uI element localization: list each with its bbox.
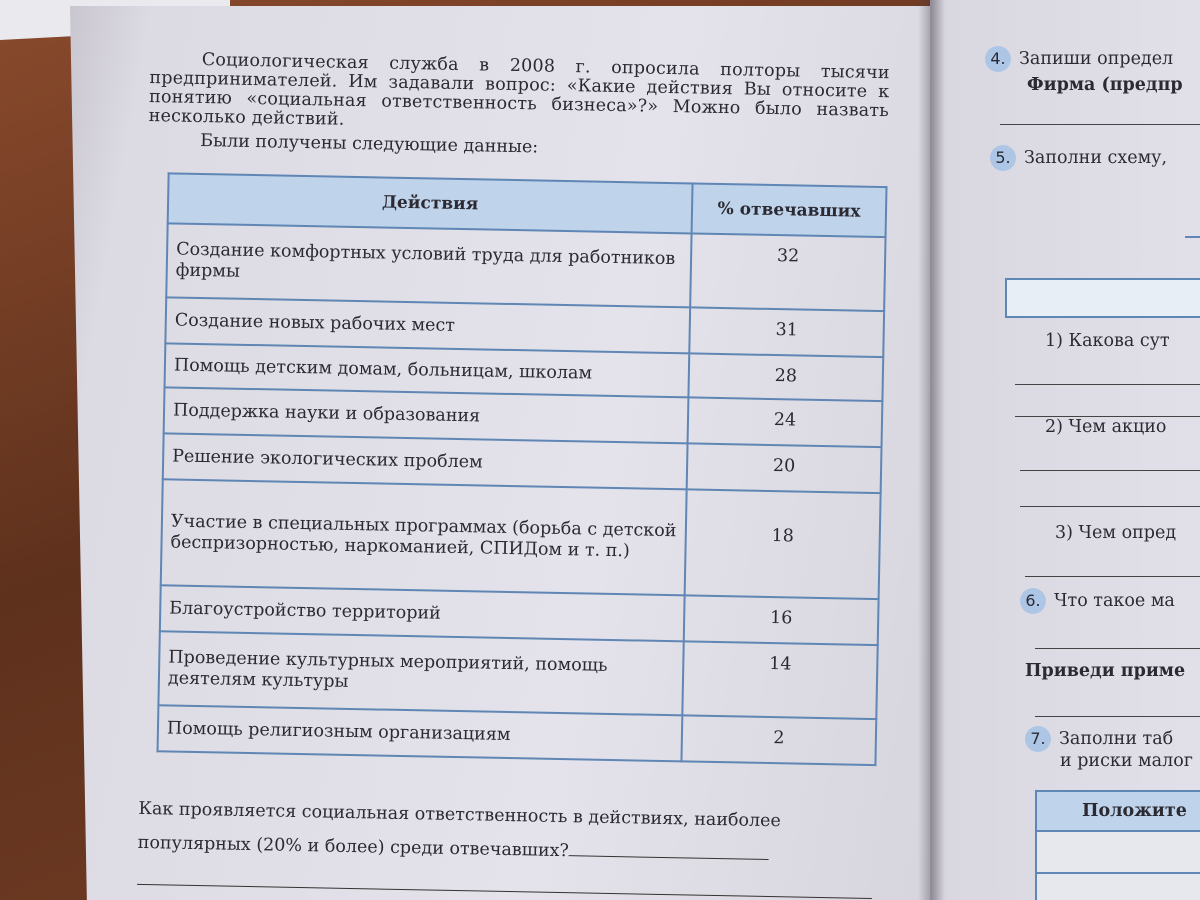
percent-cell: 28: [688, 353, 883, 401]
answer-line[interactable]: [1000, 110, 1200, 125]
answer-line[interactable]: [1035, 702, 1200, 717]
action-cell: Помощь детским домам, больницам, школам: [165, 343, 690, 397]
action-cell: Проведение культурных мероприятий, помощь деятелям культуры: [158, 631, 683, 715]
percent-cell: 18: [685, 489, 881, 599]
task-7-table: [1035, 790, 1200, 900]
intro-paragraph: [149, 50, 890, 140]
question-text: Как проявляется социальная ответственность в действиях, наиболее популярных (20% и более) среди отвечавших?: [137, 798, 782, 862]
answer-line[interactable]: [1015, 402, 1200, 417]
question-2: 2) Чем акцио: [1045, 417, 1167, 437]
task-4-sub: Фирма (предпр: [1027, 75, 1183, 95]
task-7-table-row[interactable]: [1037, 832, 1200, 874]
header-actions: Действия: [168, 173, 693, 233]
action-cell: Благоустройство территорий: [160, 585, 685, 641]
percent-cell: 14: [682, 641, 877, 719]
task-text: Что такое ма: [1054, 591, 1175, 611]
percent-cell: 20: [687, 443, 882, 493]
percent-cell: 16: [684, 595, 879, 645]
table-row: [158, 631, 877, 719]
action-cell: Создание новых рабочих мест: [165, 297, 690, 353]
percent-cell: 24: [688, 397, 883, 447]
answer-line[interactable]: [1020, 492, 1200, 507]
task-6-sub: Приведи приме: [1025, 661, 1186, 681]
scheme-arrow: [1185, 236, 1200, 266]
survey-table: [157, 172, 888, 766]
percent-cell: 32: [690, 233, 885, 311]
action-cell: Поддержка науки и образования: [164, 387, 689, 443]
left-page-content: [137, 49, 890, 862]
question-block: [137, 792, 879, 899]
task-5: [990, 145, 1167, 171]
task-7-table-row[interactable]: [1037, 874, 1200, 900]
action-cell: Помощь религиозным организациям: [158, 705, 683, 761]
answer-line[interactable]: [569, 855, 769, 860]
received-data-label: Были получены следующие данные:: [200, 130, 539, 158]
answer-line[interactable]: [1020, 456, 1200, 471]
answer-line[interactable]: [1015, 370, 1200, 385]
question-3: 3) Чем опред: [1055, 523, 1177, 543]
action-cell: Создание комфортных условий труда для работников фирмы: [166, 223, 691, 307]
task-7-sub: и риски малог: [1060, 751, 1193, 771]
book-spine-shadow: [918, 0, 944, 900]
task-7: [1025, 726, 1173, 752]
table-row: [166, 223, 885, 311]
percent-cell: 2: [681, 715, 876, 765]
table-row: [161, 479, 881, 599]
task-text: Заполни схему,: [1024, 148, 1168, 168]
action-cell: Решение экологических проблем: [163, 433, 688, 489]
scheme-box: [1005, 278, 1200, 318]
task-text: Заполни таб: [1059, 729, 1174, 749]
task-number: 5.: [990, 145, 1016, 171]
task-4: [985, 46, 1173, 72]
task-text: Запиши определ: [1019, 49, 1174, 69]
answer-line[interactable]: [1025, 562, 1200, 577]
answer-line[interactable]: [1035, 634, 1200, 649]
question-1: 1) Какова сут: [1045, 331, 1170, 351]
task-number: 6.: [1020, 588, 1046, 614]
task-number: 7.: [1025, 726, 1051, 752]
action-cell: Участие в специальных программах (борьба с детской беспризорностью, наркоманией, СПИДом и т. п.): [161, 479, 687, 595]
header-percent: % отвечавших: [692, 183, 887, 237]
task-number: 4.: [985, 46, 1011, 72]
intro-text: Социологическая служба в 2008 г. опросила полторы тысячи предпринимателей. Им задавали вопрос: «Какие действия Вы относите к понятию «социальная ответственность бизнеса»?» Можно было назвать несколько действий.: [148, 49, 890, 130]
task-7-table-header: Положите: [1037, 792, 1200, 832]
task-6: [1020, 588, 1175, 614]
percent-cell: 31: [689, 307, 884, 357]
